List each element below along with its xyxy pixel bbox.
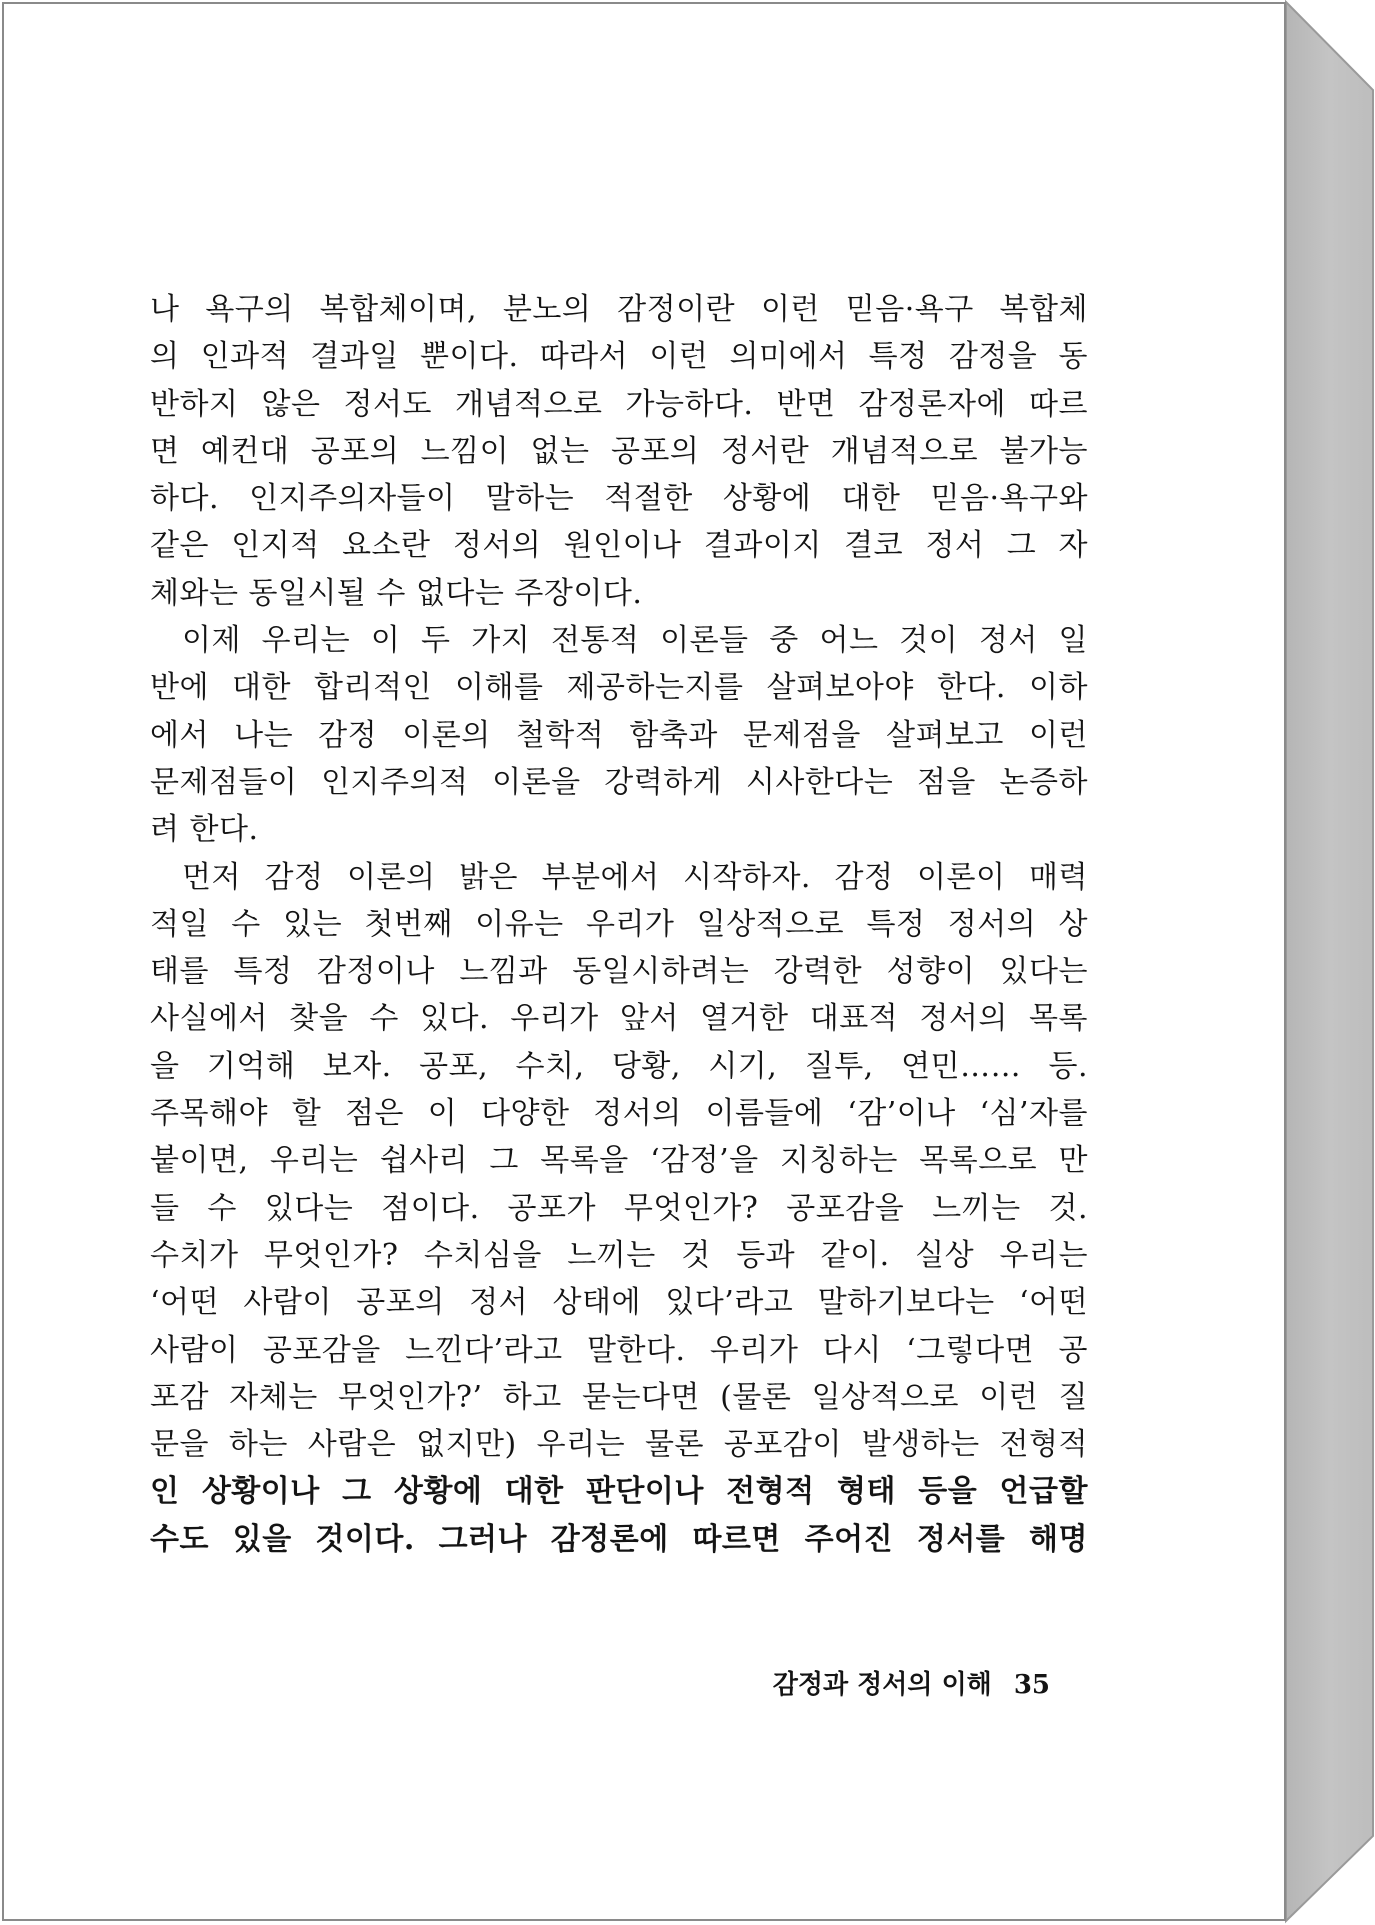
text-line: 체와는 동일시될 수 없다는 주장이다. [150, 575, 643, 611]
text-line: 주목해야 할 점은 이 다양한 정서의 이름들에 ‘감’이나 ‘심’자를 [150, 1096, 1088, 1132]
text-line: 의 인과적 결과일 뿐이다. 따라서 이런 의미에서 특정 감정을 동 [150, 339, 1088, 375]
text-line: 하다. 인지주의자들이 말하는 적절한 상황에 대한 믿음·욕구와 [150, 481, 1088, 517]
page-number: 35 [1013, 1670, 1050, 1700]
text-line: 면 예컨대 공포의 느낌이 없는 공포의 정서란 개념적으로 불가능 [150, 433, 1088, 469]
text-line: 사실에서 찾을 수 있다. 우리가 앞서 열거한 대표적 정서의 목록 [150, 1001, 1088, 1037]
body-text [150, 286, 1088, 1563]
text-line: 을 기억해 보자. 공포, 수치, 당황, 시기, 질투, 연민…… 등. [150, 1048, 1088, 1084]
text-line: 반하지 않은 정서도 개념적으로 가능하다. 반면 감정론자에 따르 [150, 386, 1088, 422]
text-line: 수도 있을 것이다. 그러나 감정론에 따르면 주어진 정서를 해명 [150, 1521, 1088, 1557]
text-line: 인 상황이나 그 상황에 대한 판단이나 전형적 형태 등을 언급할 [150, 1474, 1088, 1510]
text-line: 먼저 감정 이론의 밝은 부분에서 시작하자. 감정 이론이 매력 [182, 859, 1088, 895]
text-line: 같은 인지적 요소란 정서의 원인이나 결과이지 결코 정서 그 자 [150, 528, 1088, 564]
text-line: 나 욕구의 복합체이며, 분노의 감정이란 이런 믿음·욕구 복합체 [150, 292, 1088, 327]
text-line: 반에 대한 합리적인 이해를 제공하는지를 살펴보아야 한다. 이하 [150, 670, 1088, 706]
text-line: ‘어떤 사람이 공포의 정서 상태에 있다’라고 말하기보다는 ‘어떤 [150, 1285, 1088, 1321]
text-line: 에서 나는 감정 이론의 철학적 함축과 문제점을 살펴보고 이런 [150, 717, 1088, 753]
text-line: 수치가 무엇인가? 수치심을 느끼는 것 등과 같이. 실상 우리는 [150, 1237, 1088, 1273]
text-line: 사람이 공포감을 느낀다’라고 말한다. 우리가 다시 ‘그렇다면 공 [150, 1332, 1088, 1368]
text-line: 적일 수 있는 첫번째 이유는 우리가 일상적으로 특정 정서의 상 [150, 906, 1088, 942]
text-line: 문을 하는 사람은 없지만) 우리는 물론 공포감이 발생하는 전형적 [150, 1427, 1088, 1463]
text-line: 려 한다. [150, 812, 259, 848]
text-line: 이제 우리는 이 두 가지 전통적 이론들 중 어느 것이 정서 일 [182, 623, 1088, 659]
page-footer [750, 1665, 1050, 1705]
running-title: 감정과 정서의 이해 [772, 1670, 992, 1700]
text-line: 문제점들이 인지주의적 이론을 강력하게 시사한다는 점을 논증하 [150, 764, 1088, 800]
text-line: 포감 자체는 무엇인가?’ 하고 묻는다면 (물론 일상적으로 이런 질 [150, 1379, 1088, 1415]
text-line: 태를 특정 감정이나 느낌과 동일시하려는 강력한 성향이 있다는 [150, 954, 1088, 990]
text-line: 들 수 있다는 점이다. 공포가 무엇인가? 공포감을 느끼는 것. [150, 1190, 1088, 1226]
text-line: 붙이면, 우리는 쉽사리 그 목록을 ‘감정’을 지칭하는 목록으로 만 [150, 1143, 1088, 1179]
